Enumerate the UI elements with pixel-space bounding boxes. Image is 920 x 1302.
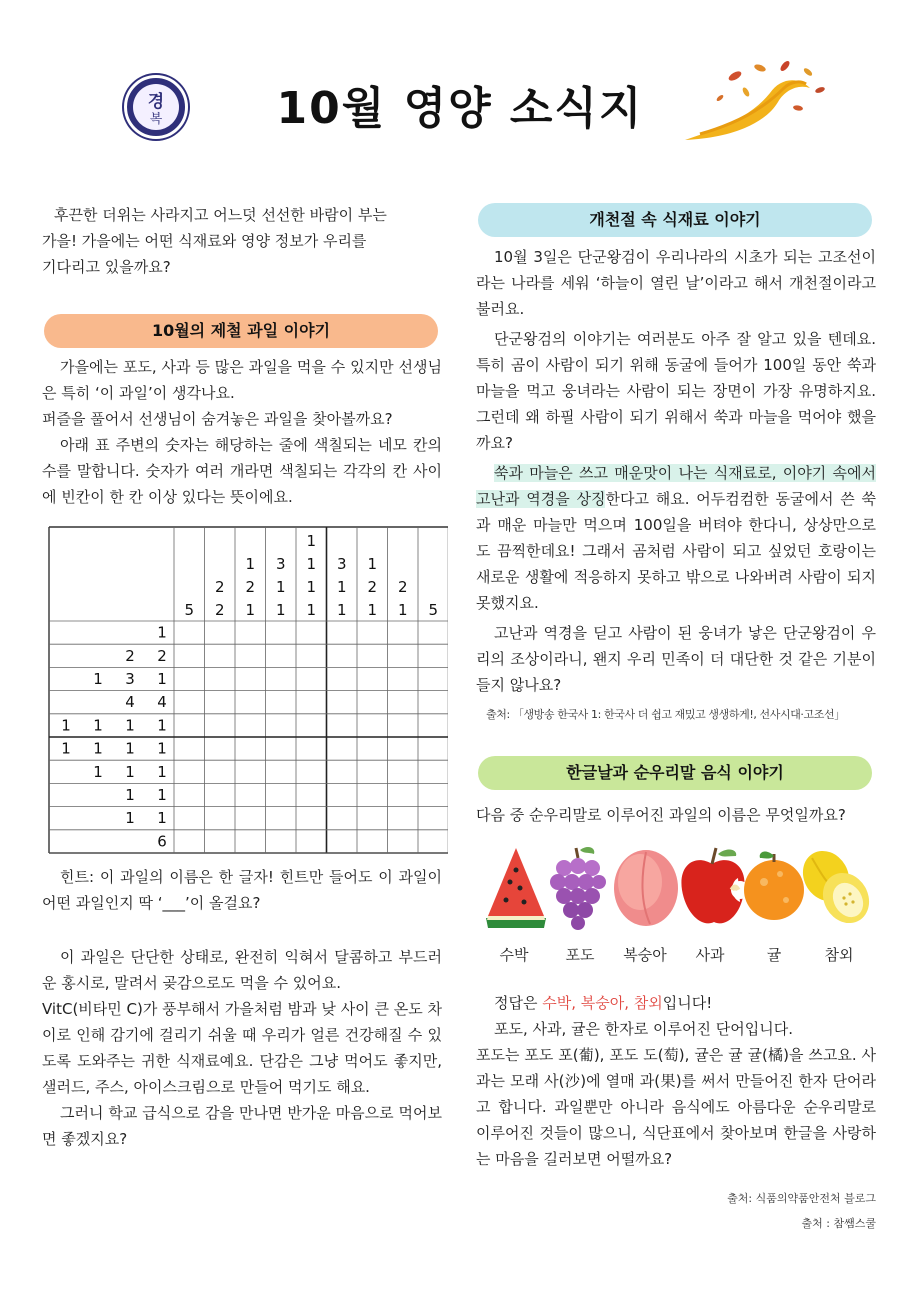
column-clue: 2 — [367, 578, 378, 596]
row-clue: 4 — [157, 693, 167, 712]
persimmon-paragraph-1: 이 과일은 단단한 상태로, 완전히 익혀서 달콤하고 부드러운 홍시로, 말려서 곶감으로도 먹을 수 있어요. — [42, 948, 442, 992]
fruit-label-watermelon: 수박 — [499, 946, 529, 964]
column-clue: 2 — [214, 578, 225, 596]
foundation-paragraph-1: 10월 3일은 단군왕검이 우리나라의 시초가 되는 고조선이라는 나라를 세워 ‘하늘이 열린 날’이라고 해서 개천절이라고 불러요. — [476, 248, 876, 318]
hanja-paragraph-1: 포도, 사과, 귤은 한자로 이루어진 단어입니다. — [494, 1020, 793, 1038]
answer-line — [476, 990, 876, 1016]
column-clue: 3 — [336, 555, 347, 573]
autumn-leaves-decoration — [680, 58, 830, 150]
symbol-highlight: 쑥과 마늘은 쓰고 매운맛이 나는 식재료로, 이야기 속에서 고난과 역경을 상징 — [476, 464, 876, 508]
column-clue: 1 — [367, 555, 378, 573]
column-clue: 2 — [245, 578, 256, 596]
row-clue: 1 — [93, 670, 103, 688]
row-clue: 1 — [157, 809, 167, 828]
foundation-source: 출처: 「생방송 한국사 1: 한국사 더 쉽고 재밌고 생생하게!, 선사시대·고조선」 — [486, 708, 845, 721]
row-clue: 1 — [61, 716, 71, 735]
column-clue: 1 — [336, 601, 347, 619]
foundation-paragraph-4: 고난과 역경을 딛고 사람이 된 웅녀가 낳은 단군왕검이 우리의 조상이라니, 왠지 우리 민족이 더 대단한 것 같은 기분이 들지 않나요? — [476, 624, 876, 694]
section-fruit-title: 10월의 제철 과일 이야기 — [44, 314, 438, 348]
column-clue: 1 — [397, 601, 408, 619]
row-clue: 1 — [93, 739, 103, 758]
column-clue: 2 — [397, 578, 408, 596]
column-clue: 1 — [275, 601, 286, 619]
persimmon-paragraph-3: 그러니 학교 급식으로 감을 만나면 반가운 마음으로 먹어보면 좋겠지요? — [42, 1104, 442, 1148]
row-clue: 1 — [157, 786, 167, 804]
column-clue: 3 — [275, 555, 286, 573]
section-hangul-day-title: 한글날과 순우리말 음식 이야기 — [478, 756, 872, 790]
foundation-day-block — [476, 244, 876, 722]
korean-melon-icon — [794, 842, 878, 931]
row-clue: 1 — [125, 786, 135, 804]
logo-text-top: 경 — [147, 92, 165, 112]
tangerine-icon — [744, 852, 804, 920]
grapes-icon — [550, 847, 606, 930]
column-clue: 1 — [367, 601, 378, 619]
column-clue: 1 — [306, 601, 317, 619]
peach-icon — [614, 850, 678, 926]
column-clue: 1 — [306, 532, 317, 550]
column-clue: 1 — [275, 578, 286, 596]
answer-prefix: 정답은 — [494, 994, 543, 1012]
fruit-paragraph-1: 가을에는 포도, 사과 등 많은 과일을 먹을 수 있지만 선생님은 특히 ‘이 과일’이 생각나요. — [42, 358, 442, 402]
persimmon-block — [42, 944, 442, 1152]
apple-icon — [681, 848, 749, 923]
row-clue: 6 — [157, 832, 167, 851]
fruit-illustrations — [482, 842, 882, 934]
foundation-paragraph-3 — [476, 460, 876, 616]
column-clue: 5 — [184, 601, 195, 619]
column-clue: 1 — [306, 555, 317, 573]
fruit-question: 다음 중 순우리말로 이루어진 과일의 이름은 무엇일까요? — [476, 806, 846, 824]
row-clue: 1 — [125, 716, 135, 735]
column-clue: 5 — [428, 601, 439, 619]
foundation-paragraph-2: 단군왕검의 이야기는 여러분도 아주 잘 알고 있을 텐데요. 특히 곰이 사람이 되기 위해 동굴에 들어가 100일 동안 쑥과 마늘을 먹고 웅녀라는 사람이 되는 장면이 가장 유명하지요. 그런데 왜 하필 사람이 되기 위해서 쑥과 마늘을 먹어야 했을까요? — [476, 330, 876, 452]
column-clue: 1 — [245, 601, 256, 619]
answer-suffix: 입니다! — [662, 994, 713, 1012]
row-clue: 2 — [157, 646, 167, 665]
section-foundation-day-title: 개천절 속 식재료 이야기 — [478, 203, 872, 237]
intro-line-2: 가을! 가을에는 어떤 식재료와 영양 정보가 우리를 — [42, 232, 367, 250]
nonogram-puzzle — [48, 526, 448, 856]
watermelon-icon — [486, 848, 546, 928]
fruit-label-apple: 사과 — [695, 946, 725, 964]
row-clue: 1 — [125, 809, 135, 828]
row-clue: 1 — [157, 762, 167, 781]
fruit-label-grapes: 포도 — [565, 946, 595, 964]
hanja-paragraph-2: 포도는 포도 포(葡), 포도 도(萄), 귤은 귤 귤(橘)을 쓰고요. 사과는 모래 사(沙)에 열매 과(果)를 써서 만들어진 한자 단어라고 합니다. 과일뿐만 아니라 음식에도 아름다운 순우리말로 이루어진 것들이 많으니, 식단표에서 찾아보며 한글을 사랑하는 마음을 길러보면 어떨까요? — [476, 1046, 876, 1168]
row-clue: 2 — [125, 646, 135, 665]
row-clue: 1 — [93, 716, 103, 735]
hangul-source-1: 출처: 식품의약품안전처 블로그 — [727, 1192, 876, 1205]
fruit-label-korean-melon: 참외 — [824, 946, 854, 964]
logo-text-bottom: 복 — [149, 112, 163, 127]
persimmon-paragraph-2: VitC(비타민 C)가 풍부해서 가을처럼 밤과 낮 사이 큰 온도 차이로 인해 감기에 걸리기 쉬울 때 우리가 얼른 건강해질 수 있도록 도와주는 귀한 식재료예요. 단감은 그냥 먹어도 좋지만, 샐러드, 주스, 아이스크림으로 만들어 먹기도 해요. — [42, 1000, 442, 1096]
row-clue: 1 — [93, 762, 103, 781]
fruit-label-peach: 복숭아 — [623, 946, 667, 964]
intro-line-1: 후끈한 더위는 사라지고 어느덧 선선한 바람이 부는 — [54, 206, 387, 224]
answer-names: 수박, 복숭아, 참외 — [542, 994, 663, 1012]
foundation-paragraph-3-rest: 한다고 해요. 어두컴컴한 동굴에서 쓴 쑥과 매운 마늘만 먹으며 100일을 버텨야 한다니, 상상만으로도 끔찍한데요! 그래서 곰처럼 사람이 되고 싶었던 호랑이는 새로운 생활에 적응하지 못하고 밖으로 나와버려 사람이 되지 못했지요. — [476, 490, 876, 612]
column-clue: 2 — [214, 601, 225, 619]
row-clue: 1 — [61, 739, 71, 758]
puzzle-hint: 힌트: 이 과일의 이름은 한 글자! 힌트만 들어도 이 과일이 어떤 과일인지 딱 ‘___’이 올걸요? — [42, 868, 442, 912]
row-clue: 3 — [125, 670, 135, 688]
row-clue: 1 — [125, 762, 135, 781]
row-clue: 4 — [125, 693, 135, 712]
answer-block — [476, 990, 876, 1172]
school-logo — [124, 75, 188, 139]
column-clue: 1 — [336, 578, 347, 596]
row-clue: 1 — [157, 716, 167, 735]
fruit-paragraph-2: 퍼즐을 풀어서 선생님이 숨겨놓은 과일을 찾아볼까요? — [42, 410, 393, 428]
row-clue: 1 — [157, 670, 167, 688]
fruit-paragraph-3: 아래 표 주변의 숫자는 해당하는 줄에 색칠되는 네모 칸의 수를 말합니다. 숫자가 여러 개라면 색칠되는 각각의 칸 사이에 빈칸이 한 칸 이상 있다는 뜻이에요. — [42, 436, 442, 506]
fruit-hint-block — [42, 864, 442, 916]
fruit-intro — [42, 354, 442, 510]
intro-line-3: 기다리고 있을까요? — [42, 258, 171, 276]
intro-block — [42, 202, 442, 280]
row-clue: 1 — [157, 739, 167, 758]
row-clue: 1 — [157, 623, 167, 642]
page-title: 10월 영양 소식지 — [276, 83, 644, 134]
fruit-label-tangerine: 귤 — [766, 946, 782, 964]
hangul-source-2: 출처 : 참쌤스쿨 — [801, 1217, 876, 1230]
column-clue: 1 — [245, 555, 256, 573]
row-clue: 1 — [125, 739, 135, 758]
column-clue: 1 — [306, 578, 317, 596]
